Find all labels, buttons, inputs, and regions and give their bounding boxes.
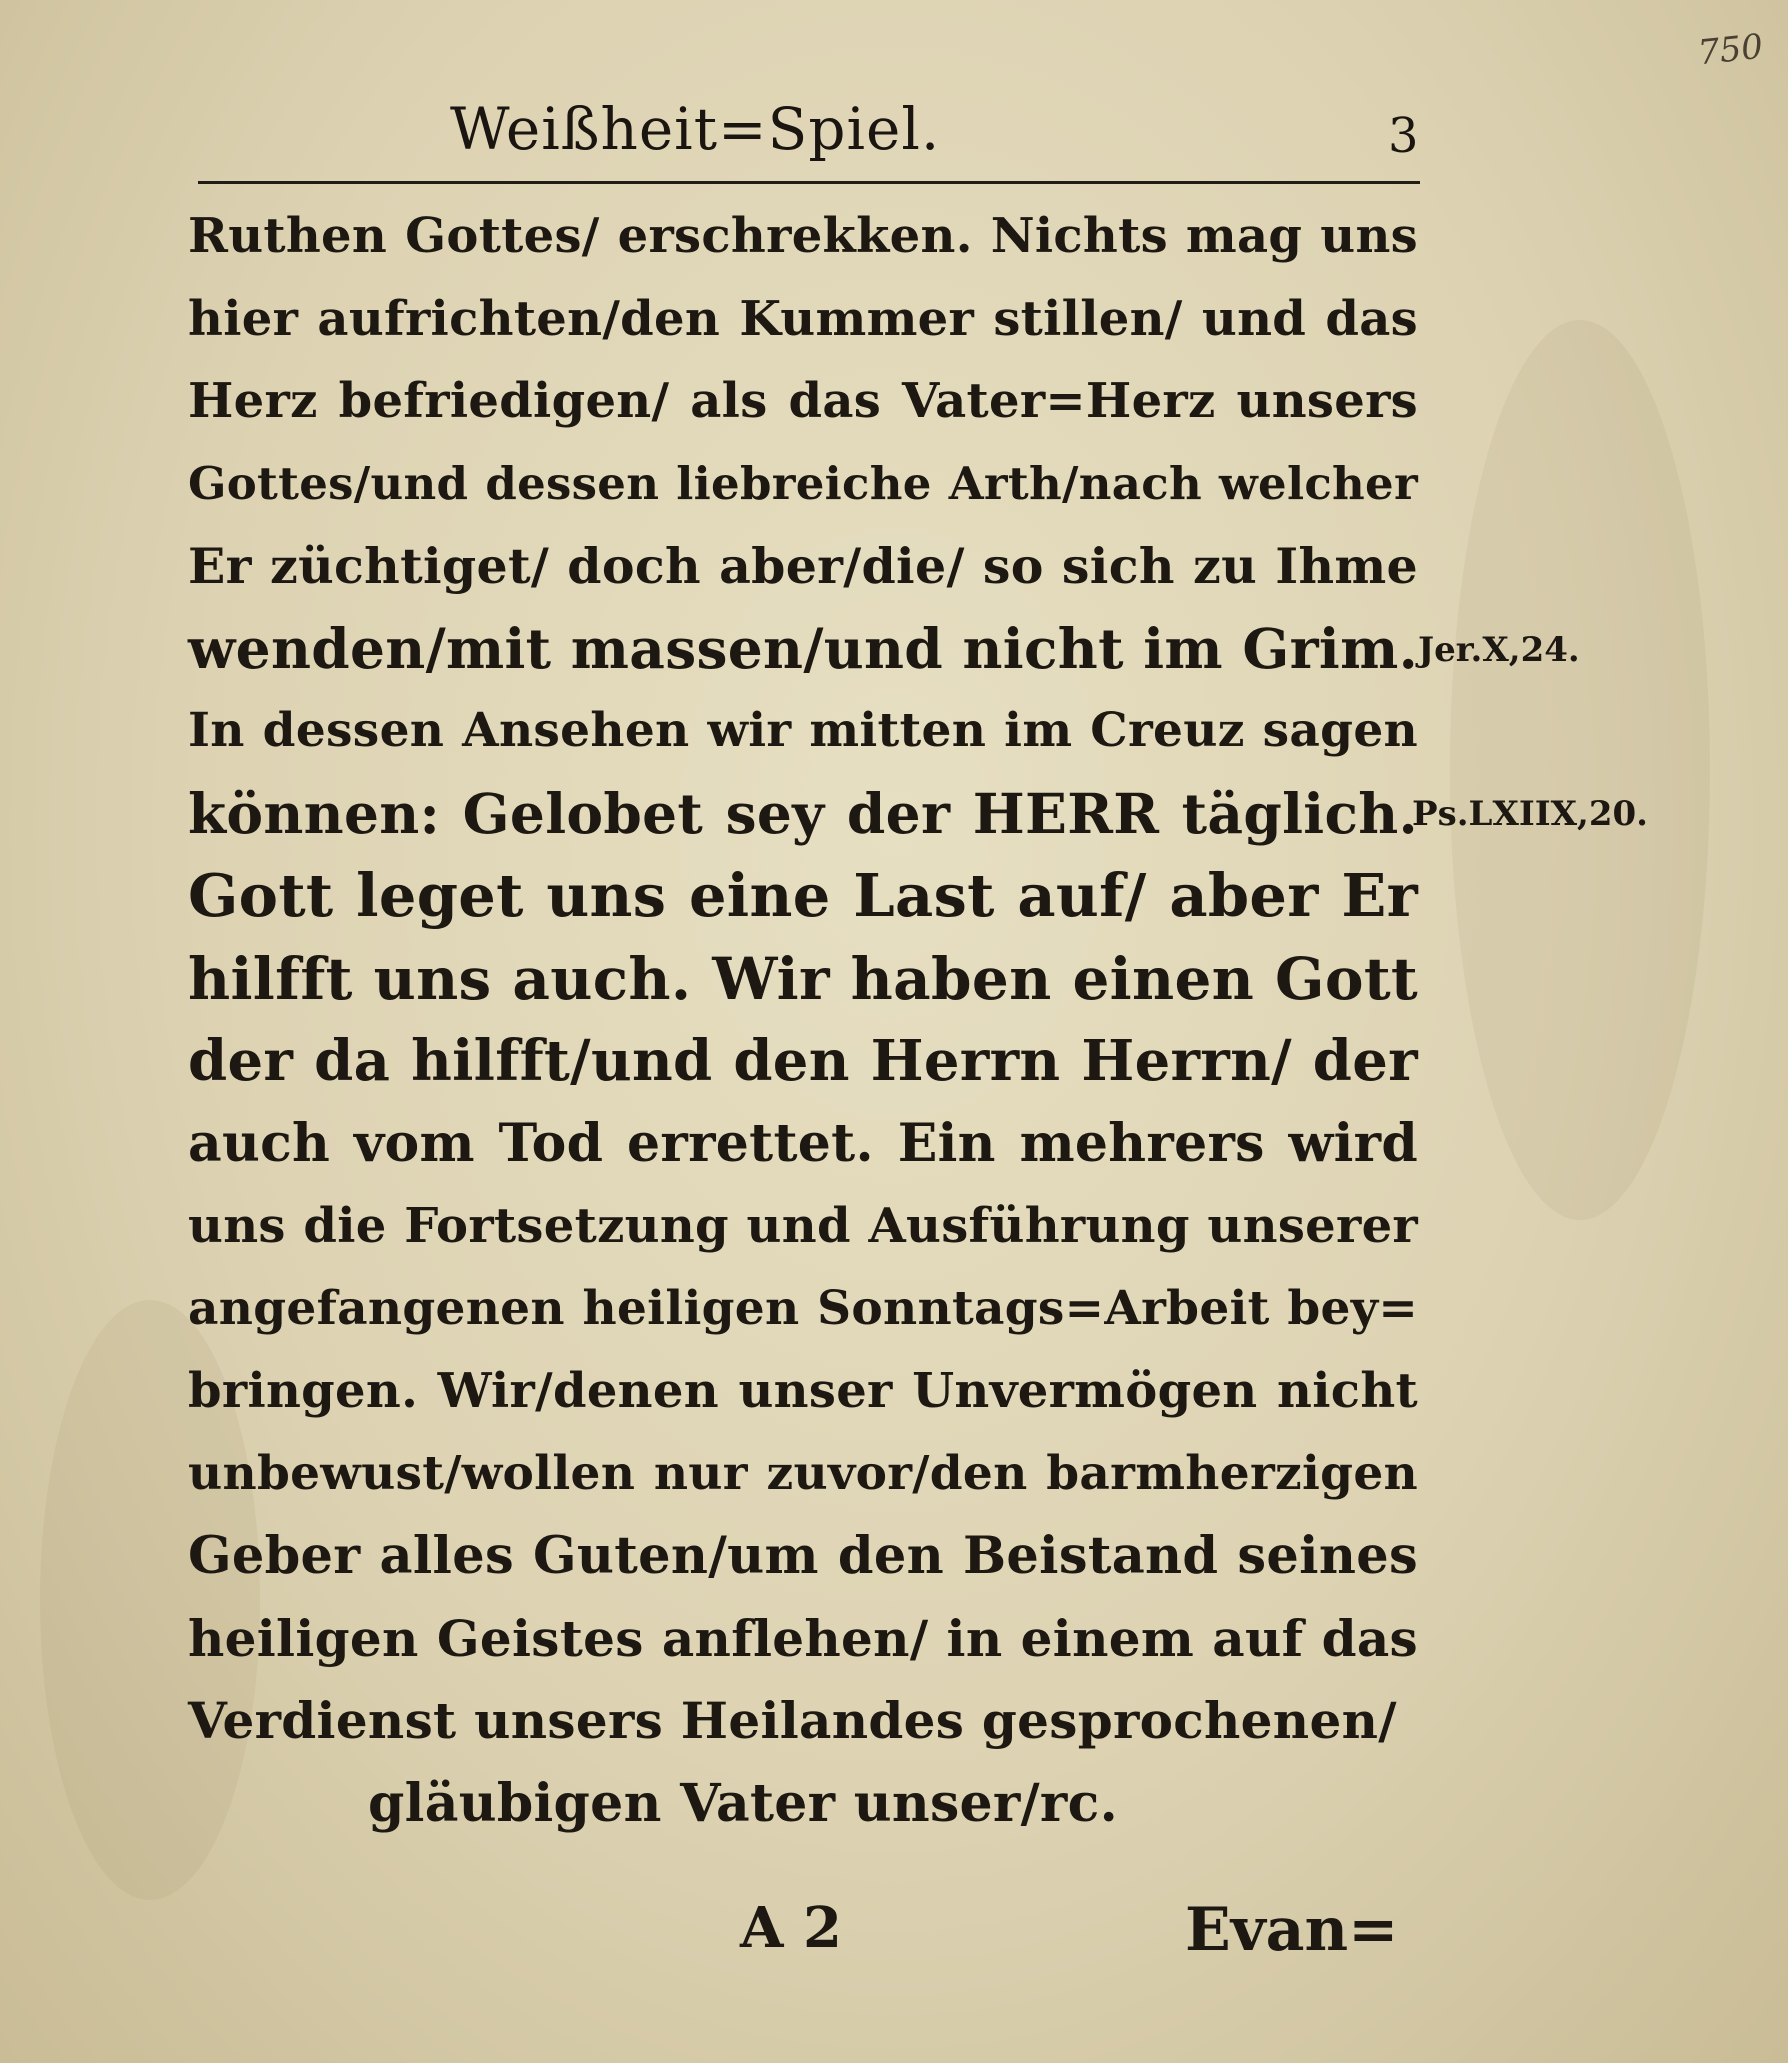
text-line: hilfft uns auch. Wir haben einen Gott [188, 944, 1418, 1013]
text-line: gläubigen Vater unser/rc. [368, 1772, 1118, 1834]
text-line: Gott leget uns eine Last auf/ aber Er [188, 861, 1418, 930]
text-line: auch vom Tod errettet. Ein mehrers wird [188, 1112, 1418, 1174]
text-line: Verdienst unsers Heilandes gesprochenen/ [188, 1691, 1397, 1750]
signature-mark: A 2 [740, 1895, 842, 1961]
running-head: Weißheit=Spiel. [450, 95, 941, 163]
text-line: unbewust/wollen nur zuvor/den barmherzigen [188, 1445, 1418, 1501]
marginal-note: Ps.LXIIX,20. [1412, 794, 1649, 834]
text-line: hier aufrichten/den Kummer stillen/ und das [188, 290, 1418, 347]
text-line: heiligen Geistes anflehen/ in einem auf das [188, 1608, 1418, 1668]
text-line: können: Gelobet sey der HERR täglich. [188, 780, 1418, 846]
text-line: Geber alles Guten/um den Beistand seines [188, 1526, 1418, 1586]
text-line: Er züchtiget/ doch aber/die/ so sich zu Ihme [188, 537, 1418, 595]
text-line: angefangenen heiligen Sonntags=Arbeit bey= [188, 1280, 1418, 1336]
marginal-note: Jer.X,24. [1418, 630, 1580, 670]
text-line: uns die Fortsetzung und Ausführung unserer [188, 1198, 1418, 1254]
text-line: Herz befriedigen/ als das Vater=Herz unsers [188, 373, 1418, 429]
body-text [188, 195, 1418, 1845]
text-line: bringen. Wir/denen unser Unvermögen nicht [188, 1363, 1418, 1419]
text-line: wenden/mit massen/und nicht im Grim. [188, 615, 1419, 681]
paper-stain [1450, 320, 1710, 1220]
text-line: der da hilfft/und den Herrn Herrn/ der [188, 1028, 1418, 1094]
manuscript-number: 750 [1696, 26, 1765, 74]
text-line: In dessen Ansehen wir mitten im Creuz sagen [188, 703, 1418, 758]
text-line: Gottes/und dessen liebreiche Arth/nach welcher [188, 456, 1418, 510]
page-number: 3 [1388, 108, 1419, 164]
text-line: Ruthen Gottes/ erschrekken. Nichts mag uns [188, 208, 1418, 264]
header-rule [198, 181, 1420, 184]
catchword: Evan= [1185, 1895, 1399, 1965]
